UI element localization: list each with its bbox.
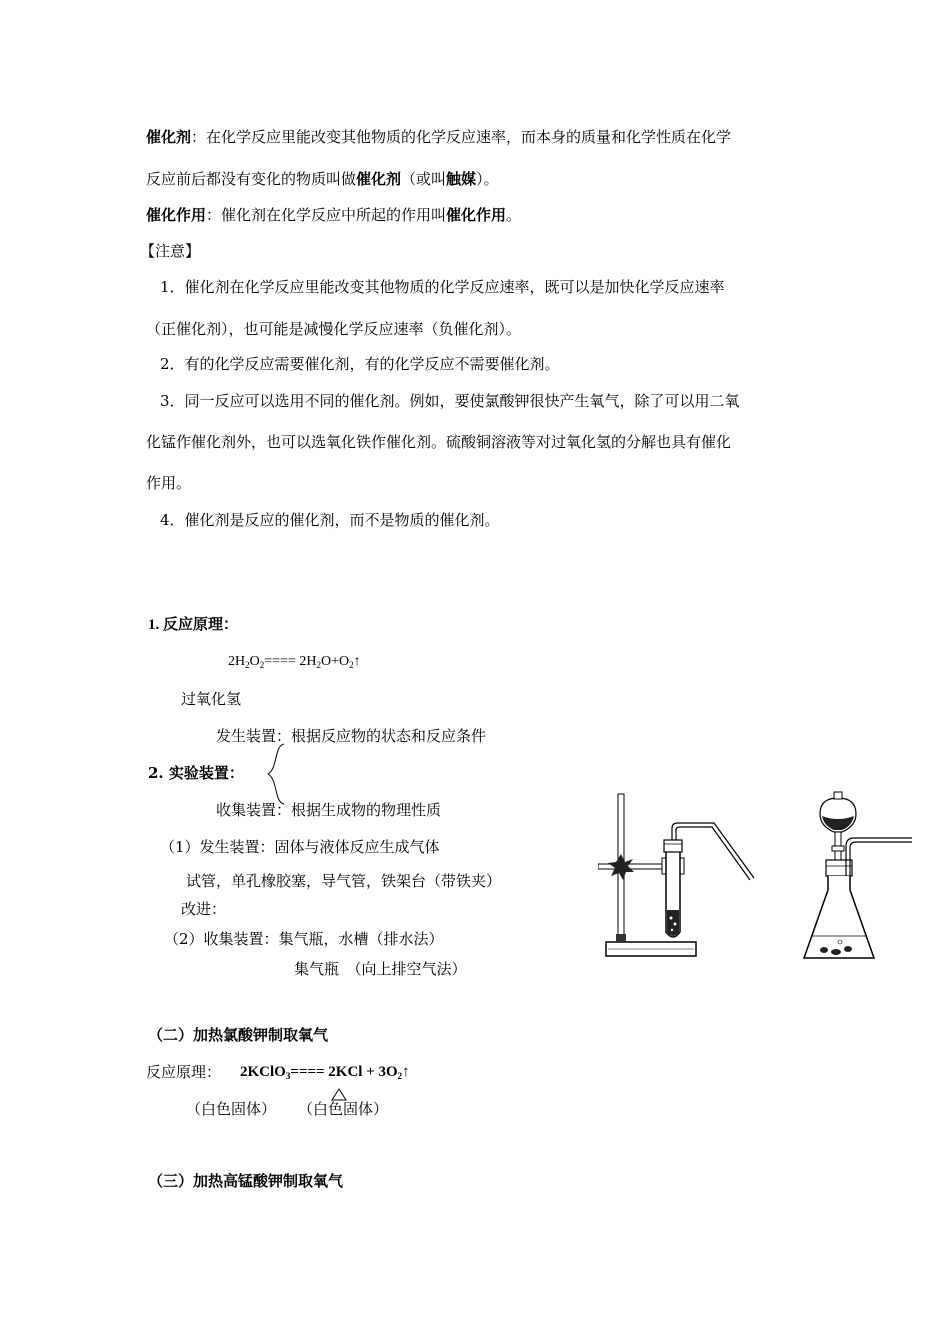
catalysis-definition	[146, 206, 521, 224]
eq-sub: 2	[259, 660, 265, 670]
eq-part: O+O	[320, 654, 350, 669]
principle-label	[148, 616, 238, 634]
catalysis-term-bold: 催化作用	[446, 206, 507, 224]
apparatus-label: 2. 实验装置：	[148, 764, 244, 782]
kclo3-label-2: （白色固体）	[298, 1100, 389, 1118]
kclo3-heading: （二）加热氯酸钾制取氧气	[148, 1026, 329, 1044]
eq-part: 2H	[228, 654, 246, 669]
eq-part: 2KClO	[240, 1064, 286, 1080]
eq-sub: 2	[245, 660, 250, 670]
catalyst-term-bold: 催化剂	[356, 170, 402, 188]
kclo3-principle-label: 反应原理：	[146, 1063, 222, 1081]
catalyst-definition-line2	[146, 170, 499, 188]
catalyst-definition-line1	[146, 128, 731, 146]
reactant-name: 过氧化氢	[181, 690, 242, 708]
kmno4-heading: （三）加热高锰酸钾制取氧气	[148, 1172, 344, 1190]
catalyst-alt-close: ）。	[476, 170, 499, 188]
test-tube-apparatus-figure	[598, 790, 768, 962]
eq-sub: 2	[349, 660, 354, 670]
generation-device: 发生装置：根据反应物的状态和反应条件	[216, 727, 487, 745]
generation-items: 试管，单孔橡胶塞，导气管，铁架台（带铁夹）	[186, 872, 502, 890]
principle-label-text: 1. 反应原理：	[148, 617, 239, 633]
up-arrow: ↑	[402, 1064, 410, 1080]
h2o2-equation	[228, 654, 361, 671]
catalyst-definition-text2: 反应前后都没有变化的物质叫做	[146, 170, 357, 188]
catalysis-period: 。	[506, 206, 522, 224]
catalyst-alt-open: （或叫	[401, 170, 447, 188]
generation-detail: （1）发生装置：固体与液体反应生成气体	[160, 838, 440, 856]
note-1-line2: （正催化剂），也可能是减慢化学反应速率（负催化剂）。	[146, 320, 522, 338]
kclo3-equation	[240, 1063, 410, 1082]
note-3-line1: 3．同一反应可以选用不同的催化剂。例如，要使氯酸钾很快产生氧气，除了可以用二氧	[160, 392, 740, 410]
kclo3-label-1: （白色固体）	[186, 1100, 277, 1118]
collection-detail: （2）收集装置：集气瓶，水槽（排水法）	[164, 930, 444, 948]
collection-detail-2: 集气瓶 （向上排空气法）	[294, 960, 467, 978]
eq-part: ==== 2H	[264, 654, 317, 669]
note-1-line1: 1．催化剂在化学反应里能改变其他物质的化学反应速率，既可以是加快化学反应速率	[160, 278, 725, 296]
curly-brace-icon	[258, 742, 298, 808]
note-2: 2．有的化学反应需要催化剂，有的化学反应不需要催化剂。	[160, 355, 560, 373]
catalyst-definition-text: ：在化学反应里能改变其他物质的化学反应速率，而本身的质量和化学性质在化学	[191, 128, 732, 146]
catalysis-definition-text: ：催化剂在化学反应中所起的作用叫	[206, 206, 447, 224]
conical-flask-apparatus-figure	[800, 790, 914, 964]
collection-device: 收集装置：根据生成物的物理性质	[216, 801, 442, 819]
improve-label: 改进：	[181, 900, 227, 918]
eq-sub: 2	[397, 1071, 403, 1081]
catalysis-term: 催化作用	[146, 206, 207, 224]
notes-header: 【注意】	[140, 242, 201, 260]
note-3-line2: 化锰作催化剂外，也可以选氧化铁作催化剂。硫酸铜溶液等对过氧化氢的分解也具有催化	[146, 433, 732, 451]
eq-sub: 3	[285, 1071, 291, 1081]
eq-part: ==== 2KCl + 3O	[290, 1064, 398, 1080]
catalyst-alt-term: 触媒	[446, 170, 477, 188]
catalyst-term: 催化剂	[146, 128, 192, 146]
note-4: 4．催化剂是反应的催化剂，而不是物质的催化剂。	[160, 511, 500, 529]
eq-sub: 2	[316, 660, 321, 670]
eq-part: O	[249, 654, 260, 669]
up-arrow: ↑	[353, 654, 361, 669]
note-3-line3: 作用。	[146, 474, 192, 492]
